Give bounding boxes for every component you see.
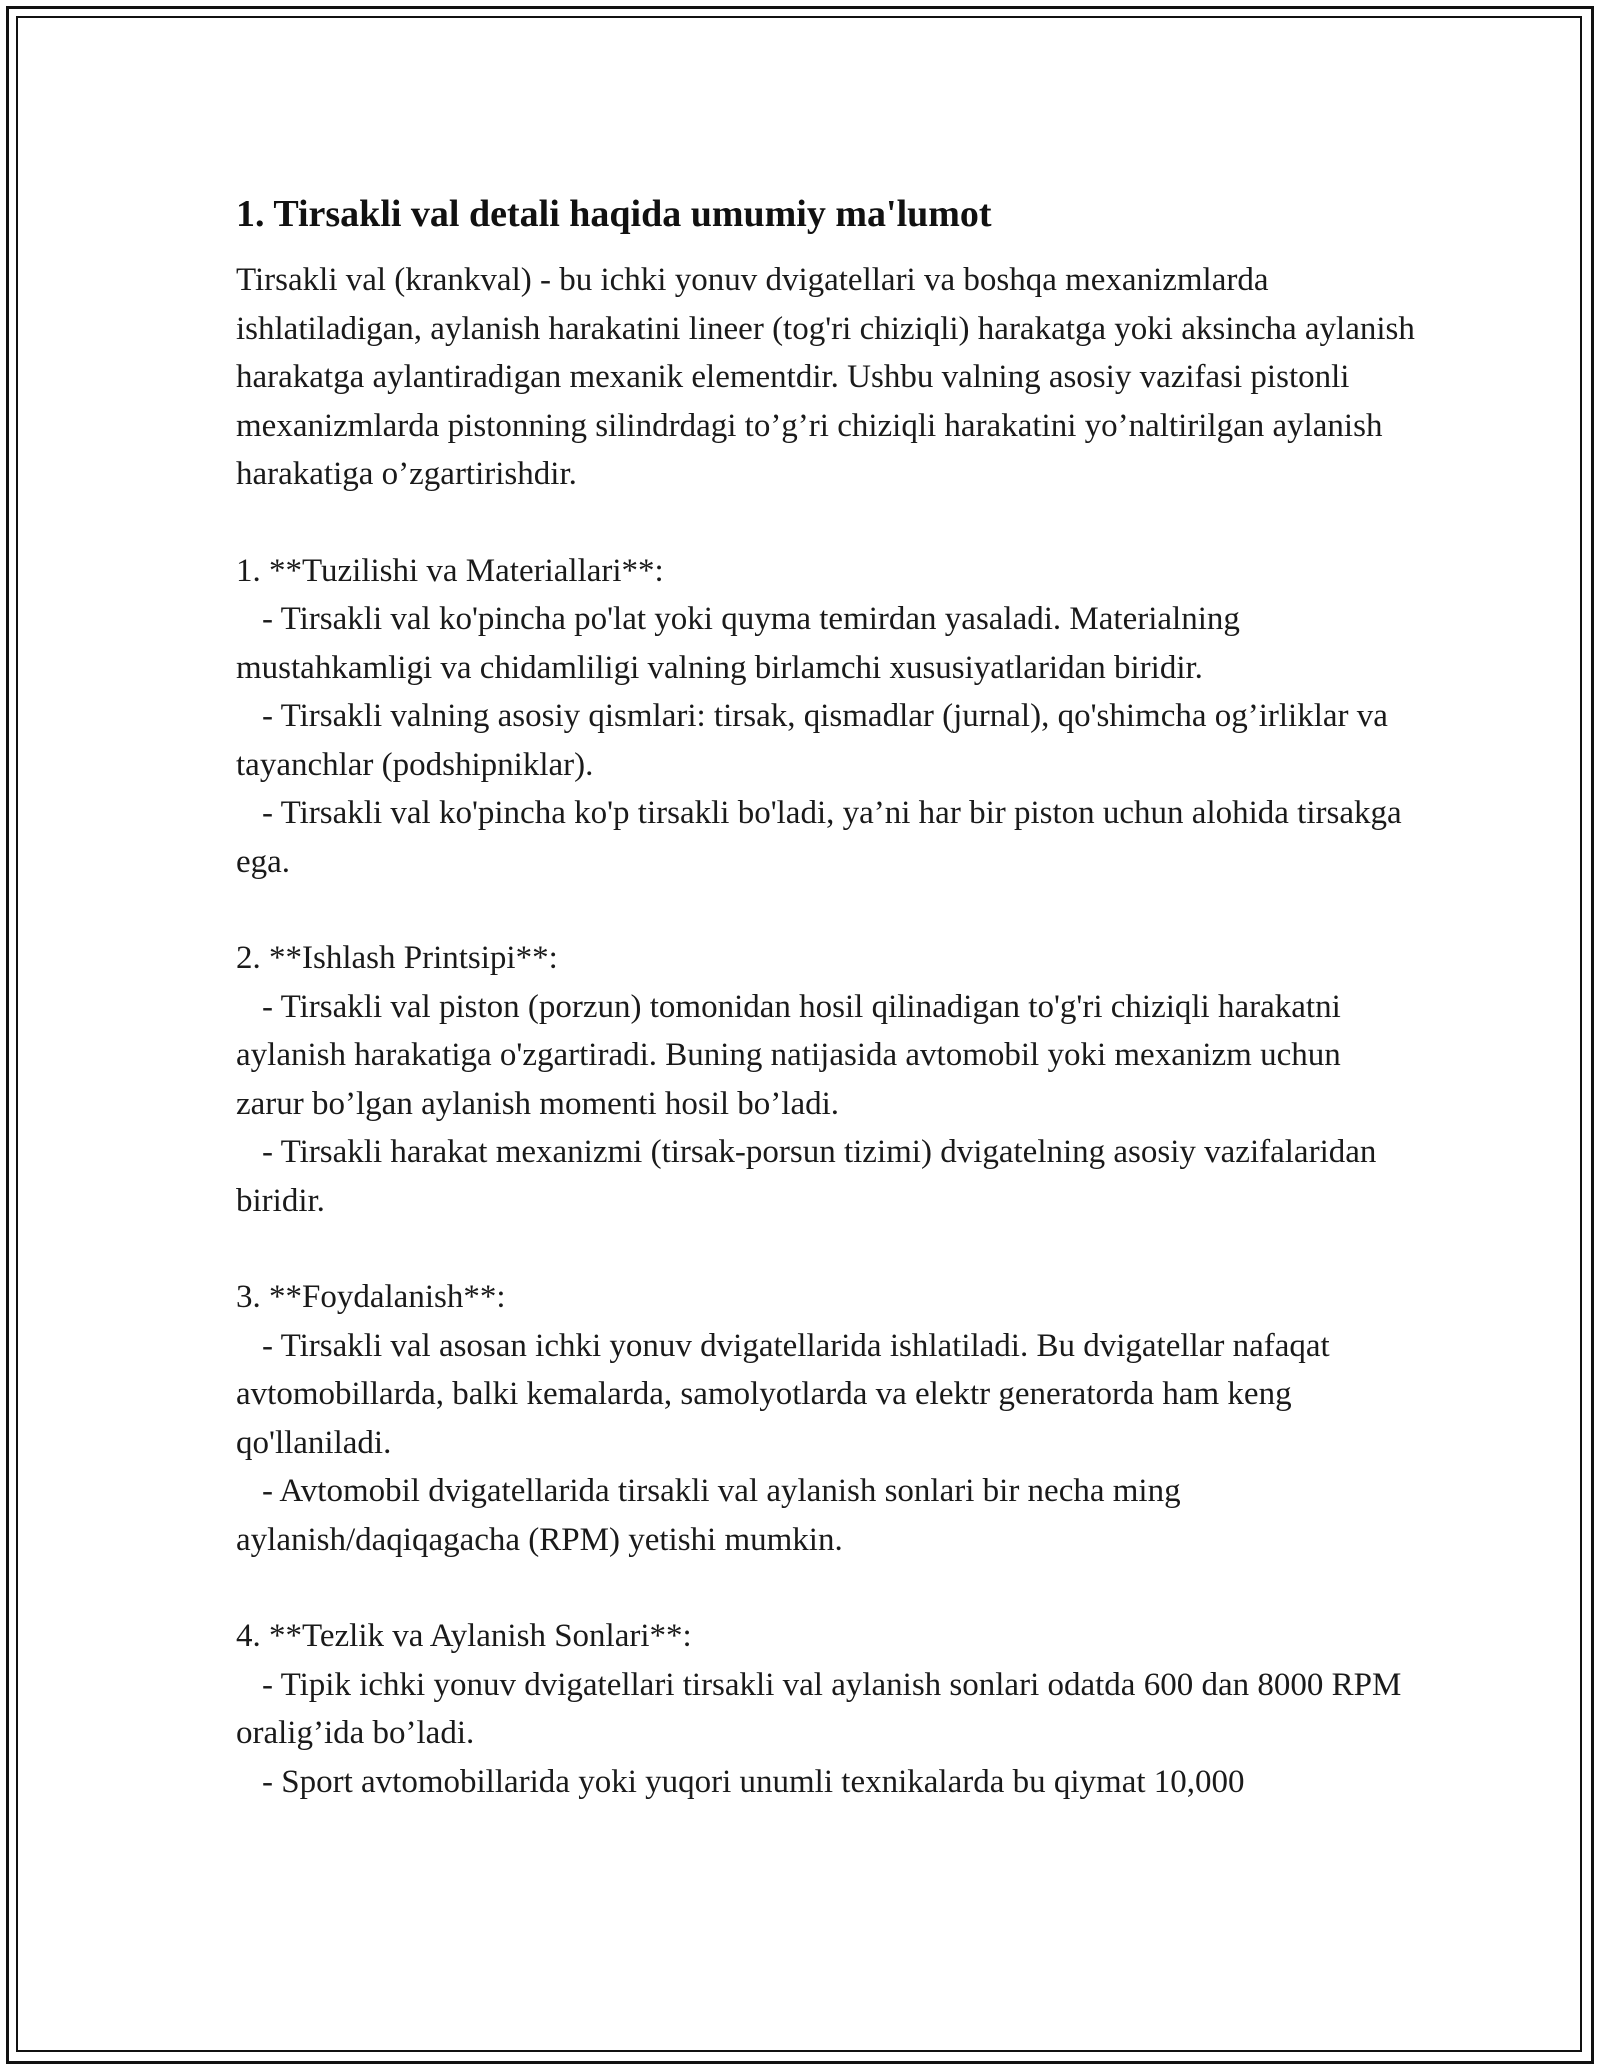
section-bullet: - Tirsakli val asosan ichki yonuv dvigatellarida ishlatiladi. Bu dvigatellar nafaqat avtomobillarda, balki kemalarda, samolyotlarda va elektr generatorda ham keng qo'llaniladi. — [236, 1327, 1330, 1461]
section-speed — [236, 1612, 1416, 1806]
section-bullet: - Tipik ichki yonuv dvigatellari tirsakli val aylanish sonlari odatda 600 dan 8000 RPM oralig’ida bo’ladi. — [236, 1666, 1402, 1751]
section-bullet: - Tirsakli harakat mexanizmi (tirsak-porsun tizimi) dvigatelning asosiy vazifalaridan biridir. — [236, 1134, 1377, 1219]
section-principle — [236, 934, 1416, 1225]
section-bullet: - Tirsakli val piston (porzun) tomonidan hosil qilinadigan to'g'ri chiziqli harakatni aylanish harakatiga o'zgartiradi. Buning natijasida avtomobil yoki mexanizm uchun zarur bo’lgan aylanish momenti hosil bo’ladi. — [236, 988, 1341, 1122]
document-title: 1. Tirsakli val detali haqida umumiy ma'lumot — [236, 193, 992, 235]
section-bullet: - Tirsakli valning asosiy qismlari: tirsak, qismadlar (jurnal), qo'shimcha og’irliklar va tayanchlar (podshipniklar). — [236, 698, 1388, 783]
section-heading: 3. **Foydalanish**: — [236, 1279, 506, 1315]
document-body — [236, 186, 1424, 1806]
section-bullet: - Avtomobil dvigatellarida tirsakli val aylanish sonlari bir necha ming aylanish/daqiqagacha (RPM) yetishi mumkin. — [236, 1473, 1181, 1558]
section-structure — [236, 547, 1416, 887]
intro-paragraph: Tirsakli val (krankval) - bu ichki yonuv dvigatellari va boshqa mexanizmlarda ishlatiladigan, aylanish harakatini lineer (tog'ri chiziqli) harakatga yoki aksincha aylanish harakatga aylantiradigan mexanik elementdir. Ushbu valning asosiy vazifasi pistonli mexanizmlarda pistonning silindrdagi to’g’ri chiziqli harakatini yo’naltirilgan aylanish harakatiga o’zgartirishdir. — [236, 262, 1424, 492]
section-usage — [236, 1273, 1416, 1564]
section-heading: 1. **Tuzilishi va Materiallari**: — [236, 552, 664, 589]
section-heading: 4. **Tezlik va Aylanish Sonlari**: — [236, 1618, 692, 1654]
section-bullet: - Tirsakli val ko'pincha ko'p tirsakli bo'ladi, ya’ni har bir piston uchun alohida tirsakga ega. — [236, 795, 1402, 880]
section-heading: 2. **Ishlash Printsipi**: — [236, 940, 558, 976]
section-bullet: - Tirsakli val ko'pincha po'lat yoki quyma temirdan yasaladi. Materialning mustahkamligi va chidamliligi valning birlamchi xususiyatlaridan biridir. — [236, 601, 1240, 686]
section-bullet: - Sport avtomobillarida yoki yuqori unumli texnikalarda bu qiymat 10,000 — [262, 1763, 1245, 1800]
